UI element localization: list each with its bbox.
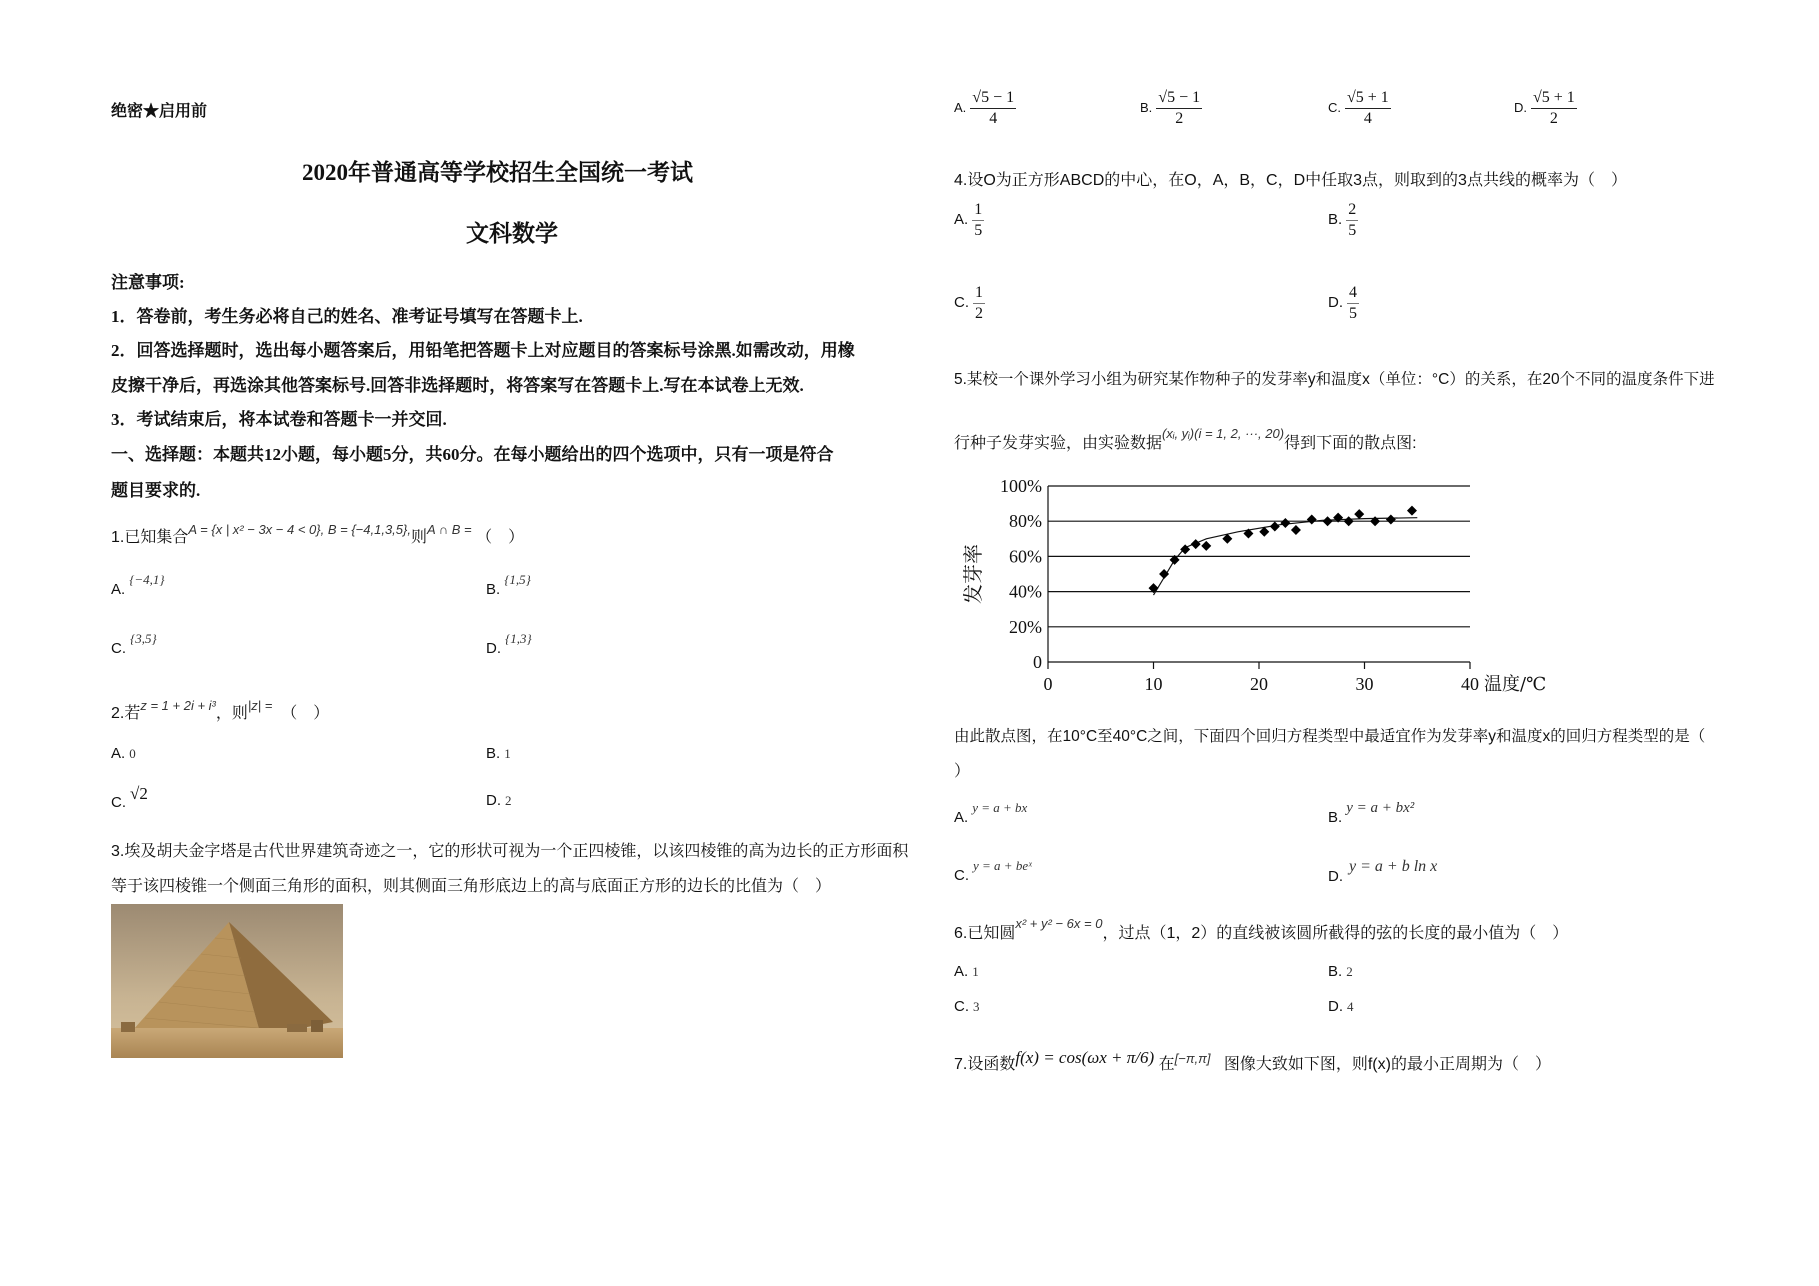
q2-formula2: |z| =	[247, 698, 273, 713]
data-point	[1291, 525, 1301, 535]
question-6	[954, 916, 1568, 943]
q4-option-a[interactable]	[954, 200, 984, 241]
numerator: 2	[1346, 200, 1358, 221]
section-line1: 一、选择题：本题共12小题，每小题5分，共60分。在每小题给出的四个选项中，只有一项是符合	[111, 445, 834, 464]
option-label: B.	[486, 581, 501, 598]
q3-option-a[interactable]	[954, 88, 1016, 129]
y-axis-label: 发芽率	[961, 544, 985, 604]
y-tick-label: 40%	[1009, 581, 1042, 602]
option-label: D.	[486, 792, 501, 809]
option-label: B.	[1328, 963, 1343, 980]
pyramid-image	[111, 904, 343, 1058]
option-value: y = a + b ln x	[1349, 858, 1438, 875]
numerator: √5 + 1	[1345, 88, 1391, 109]
option-label: B.	[486, 745, 501, 762]
section-line2: 题目要求的.	[111, 481, 201, 500]
q4-fraction-c	[973, 283, 985, 324]
q5-line2	[954, 426, 1417, 453]
option-value: {1,5}	[504, 572, 531, 587]
option-label: B.	[1140, 100, 1153, 116]
q3-fraction-a	[970, 88, 1016, 129]
data-point	[1191, 539, 1201, 549]
data-point	[1270, 521, 1280, 531]
pyramid-illustration	[111, 904, 343, 1058]
option-value: 0	[129, 746, 136, 761]
y-tick-label: 20%	[1009, 616, 1042, 637]
option-label: D.	[1328, 998, 1343, 1015]
q2-prefix: 2.若	[111, 705, 141, 722]
x-axis-label: 温度/℃	[1484, 674, 1547, 695]
question-4: 4.设O为正方形ABCD的中心，在O，A，B，C，D中任取3点，则取到的3点共线的概率为（ ）	[954, 172, 1627, 189]
option-value: y = a + beˣ	[973, 858, 1032, 873]
x-tick-label: 30	[1355, 674, 1374, 694]
exam-title: 2020年普通高等学校招生全国统一考试	[302, 160, 693, 185]
note-2-line2: 皮擦干净后，再选涂其他答案标号.回答非选择题时，将答案写在答题卡上.写在本试卷上无效.	[111, 376, 804, 395]
q5-formula: (xᵢ, yᵢ)(i = 1, 2, ···, 20)	[1162, 426, 1285, 441]
denominator: 2	[1175, 110, 1184, 127]
option-label: B.	[1328, 211, 1343, 229]
q1-formula2: A ∩ B =	[426, 522, 472, 537]
option-value: {−4,1}	[129, 572, 165, 587]
q2-formula: z = 1 + 2i + i³	[140, 698, 216, 713]
q1-option-a[interactable]	[111, 572, 165, 599]
numerator: √5 + 1	[1531, 88, 1577, 109]
x-tick-label: 0	[1043, 674, 1053, 694]
data-point	[1159, 569, 1169, 579]
q2-mid: ，则	[215, 705, 248, 722]
option-value: 2	[1346, 964, 1353, 979]
option-label: C.	[954, 294, 969, 312]
data-point	[1280, 518, 1290, 528]
q3-line1: 3.埃及胡夫金字塔是古代世界建筑奇迹之一，它的形状可视为一个正四棱锥，以该四棱锥的高为边长的正方形面积	[111, 843, 909, 860]
denominator: 4	[989, 110, 998, 127]
q1-prefix: 1.已知集合	[111, 529, 189, 546]
q1-option-c[interactable]	[111, 631, 157, 658]
denominator: 5	[974, 222, 983, 239]
q5-line2-text: 行种子发芽实验，由实验数据	[954, 435, 1163, 452]
q7-formula: f(x) = cos(ωx + π/6)	[1015, 1048, 1155, 1067]
q7-tail: 图像大致如下图，则f(x)的最小正周期为（ ）	[1223, 1056, 1551, 1073]
option-value: {3,5}	[130, 631, 157, 646]
option-value: 4	[1347, 999, 1354, 1014]
question-2	[111, 698, 329, 723]
option-value: 1	[504, 746, 511, 761]
option-label: D.	[486, 640, 501, 657]
numerator: 1	[972, 200, 984, 221]
q4-fraction-d	[1347, 283, 1359, 324]
data-point	[1354, 509, 1364, 519]
q7-interval: [−π,π]	[1174, 1051, 1211, 1066]
option-label: A.	[954, 100, 967, 116]
q7-prefix: 7.设函数	[954, 1056, 1016, 1073]
q6-tail: ，过点（1，2）的直线被该圆所截得的弦的长度的最小值为（ ）	[1102, 925, 1569, 942]
q2-option-c[interactable]	[111, 784, 148, 812]
option-value: y = a + bx	[972, 800, 1028, 815]
q3-fraction-c	[1345, 88, 1391, 129]
denominator: 5	[1349, 305, 1357, 322]
option-label: D.	[1328, 294, 1343, 312]
q6-option-b[interactable]	[1328, 963, 1353, 981]
q6-option-d[interactable]	[1328, 998, 1354, 1016]
option-value: √2	[130, 784, 148, 803]
q5-after-line2: ）	[954, 763, 971, 780]
y-tick-label: 60%	[1009, 546, 1042, 567]
option-label: A.	[954, 211, 969, 229]
option-value: 3	[973, 999, 980, 1014]
q2-option-d[interactable]	[486, 792, 512, 810]
option-label: C.	[111, 794, 126, 811]
data-point	[1386, 514, 1396, 524]
option-label: C.	[111, 640, 126, 657]
q1-option-b[interactable]	[486, 572, 531, 599]
y-tick-label: 0	[1033, 652, 1042, 672]
data-point	[1370, 516, 1380, 526]
q3-option-d[interactable]	[1514, 88, 1577, 129]
option-value: 2	[505, 793, 512, 808]
q6-option-a[interactable]	[954, 963, 979, 981]
q5-option-b[interactable]	[1328, 800, 1414, 827]
scatter-chart	[950, 470, 1547, 700]
note-3: 3．考试结束后，将本试卷和答题卡一并交回.	[111, 410, 447, 429]
q7-mid: 在	[1158, 1056, 1175, 1073]
numerator: √5 − 1	[1156, 88, 1202, 109]
q4-option-c[interactable]	[954, 283, 985, 324]
q3-option-c[interactable]	[1328, 88, 1391, 129]
data-point	[1323, 516, 1333, 526]
option-label: A.	[954, 809, 969, 826]
option-label: D.	[1514, 100, 1527, 116]
denominator: 4	[1363, 110, 1372, 127]
y-tick-label: 100%	[1000, 476, 1042, 496]
question-7	[954, 1048, 1551, 1074]
q2-option-a[interactable]	[111, 745, 136, 763]
x-tick-label: 20	[1250, 674, 1268, 694]
data-point	[1344, 516, 1354, 526]
q2-option-b[interactable]	[486, 745, 511, 763]
q4-option-d[interactable]	[1328, 283, 1359, 324]
q6-option-c[interactable]	[954, 998, 980, 1016]
denominator: 2	[1549, 110, 1558, 127]
secret-label: 绝密★启用前	[111, 103, 208, 120]
x-tick-label: 40	[1461, 674, 1479, 694]
option-label: D.	[1328, 868, 1343, 885]
q4-fraction-a	[972, 200, 984, 241]
q3-fraction-b	[1156, 88, 1202, 129]
question-1	[111, 522, 524, 547]
q2-paren: （ ）	[281, 705, 330, 722]
q3-option-b[interactable]	[1140, 88, 1202, 129]
option-label: A.	[111, 745, 126, 762]
q6-prefix: 6.已知圆	[954, 925, 1016, 942]
q5-option-a[interactable]	[954, 800, 1027, 827]
q4-fraction-b	[1346, 200, 1358, 241]
q1-mid: 则	[410, 529, 427, 546]
option-label: C.	[954, 998, 969, 1015]
option-value: {1,3}	[505, 631, 532, 646]
option-label: A.	[111, 581, 126, 598]
numerator: 1	[973, 283, 985, 304]
note-1: 1．答卷前，考生务必将自己的姓名、准考证号填写在答题卡上.	[111, 307, 583, 326]
denominator: 2	[975, 305, 983, 322]
option-label: B.	[1328, 809, 1343, 826]
q6-formula: x² + y² − 6x = 0	[1015, 916, 1103, 931]
exam-subtitle: 文科数学	[466, 221, 558, 246]
q5-line1: 5.某校一个课外学习小组为研究某作物种子的发芽率y和温度x（单位：°C）的关系，在20个不同的温度条件下进	[954, 371, 1715, 388]
option-value: 1	[972, 964, 979, 979]
q5-line2-tail: 得到下面的散点图:	[1284, 435, 1417, 452]
note-2-line1: 2．回答选择题时，选出每小题答案后，用铅笔把答题卡上对应题目的答案标号涂黑.如需改动，用橡	[111, 341, 855, 360]
data-point	[1201, 541, 1211, 551]
q3-fraction-d	[1531, 88, 1577, 129]
data-point	[1407, 506, 1417, 516]
numerator: 4	[1347, 283, 1359, 304]
option-label: C.	[1328, 100, 1341, 116]
q5-option-c[interactable]	[954, 858, 1032, 885]
option-label: A.	[954, 963, 969, 980]
q4-option-b[interactable]	[1328, 200, 1358, 241]
data-point	[1307, 514, 1317, 524]
q3-line2: 等于该四棱锥一个侧面三角形的面积，则其侧面三角形底边上的高与底面正方形的边长的比值为（ ）	[111, 878, 832, 895]
numerator: √5 − 1	[970, 88, 1016, 109]
q5-after-line1: 由此散点图，在10°C至40°C之间，下面四个回归方程类型中最适宜作为发芽率y和温度x的回归方程类型的是（	[954, 728, 1706, 745]
denominator: 5	[1348, 222, 1357, 239]
notes-heading: 注意事项:	[111, 273, 185, 292]
q1-formula: A = {x | x² − 3x − 4 < 0}, B = {−4,1,3,5},	[188, 522, 411, 537]
scatter-chart-svg	[950, 470, 1547, 700]
q1-option-d[interactable]	[486, 631, 532, 658]
q5-option-d[interactable]	[1328, 858, 1437, 886]
option-label: C.	[954, 867, 969, 884]
option-value: y = a + bx²	[1346, 800, 1415, 816]
y-tick-label: 80%	[1009, 511, 1042, 532]
x-tick-label: 10	[1144, 674, 1163, 694]
q1-paren: （ ）	[476, 529, 525, 546]
